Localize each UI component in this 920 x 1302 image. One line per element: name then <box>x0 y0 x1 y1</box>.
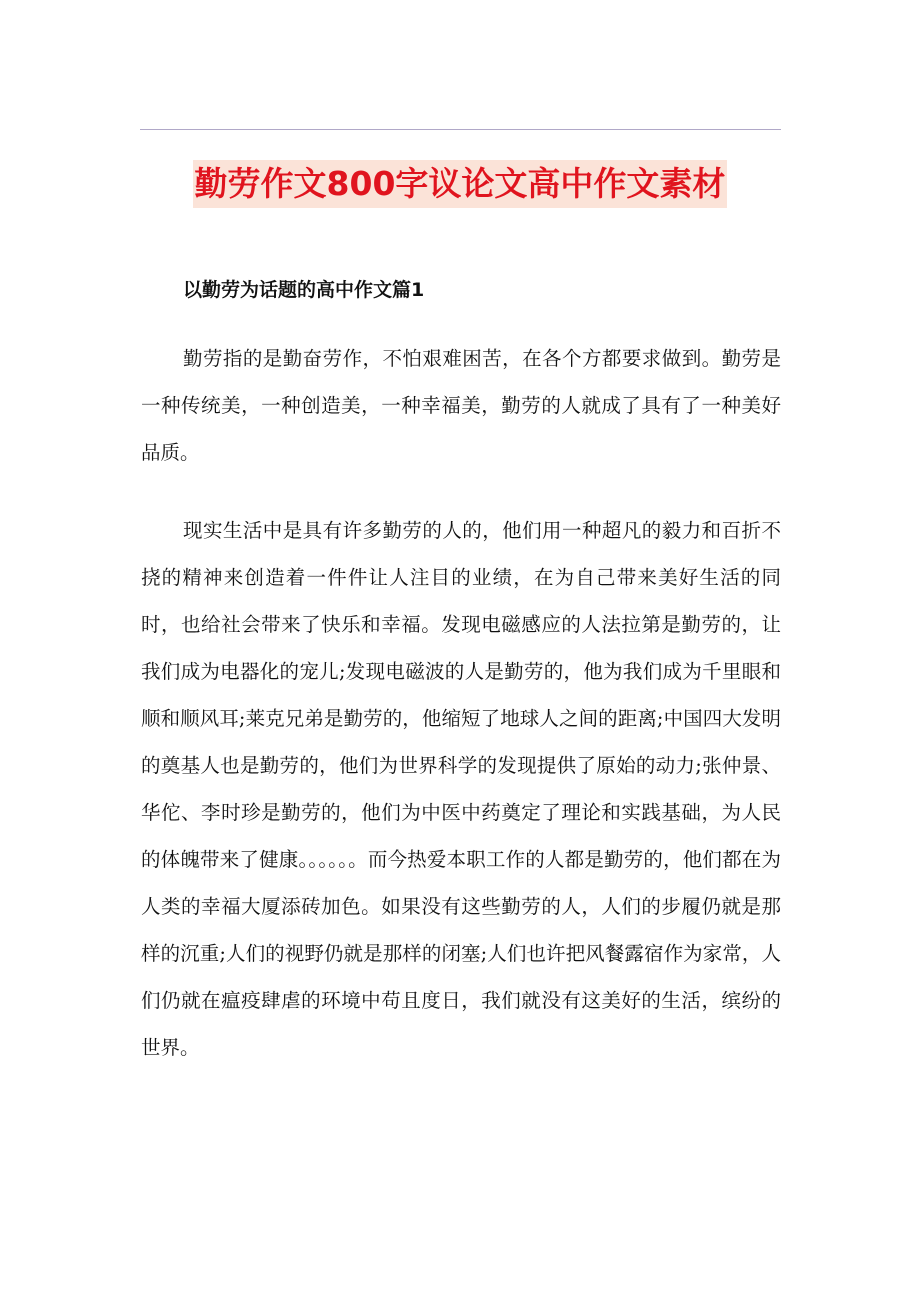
title-container <box>0 160 920 208</box>
paragraph-2: 现实生活中是具有许多勤劳的人的，他们用一种超凡的毅力和百折不挠的精神来创造着一件件让人注目的业绩，在为自己带来美好生活的同时，也给社会带来了快乐和幸福。发现电磁感应的人法拉第是勤劳的，让我们成为电器化的宠儿;发现电磁波的人是勤劳的，他为我们成为千里眼和顺和顺风耳;莱克兄弟是勤劳的，他缩短了地球人之间的距离;中国四大发明的奠基人也是勤劳的，他们为世界科学的发现提供了原始的动力;张仲景、华佗、李时珍是勤劳的，他们为中医中药奠定了理论和实践基础，为人民的体魄带来了健康。。。。。。而今热爱本职工作的人都是勤劳的，他们都在为人类的幸福大厦添砖加色。如果没有这些勤劳的人，人们的步履仍就是那样的沉重;人们的视野仍就是那样的闭塞;人们也许把风餐露宿作为家常，人们仍就在瘟疫肆虐的环境中苟且度日，我们就没有这美好的生活，缤纷的世界。 <box>141 519 781 1059</box>
section-heading: 以勤劳为话题的高中作文篇1 <box>183 279 425 301</box>
header-rule <box>140 129 781 130</box>
document-title: 勤劳作文800字议论文高中作文素材 <box>193 160 728 208</box>
paragraph-1: 勤劳指的是勤奋劳作，不怕艰难困苦，在各个方都要求做到。勤劳是一种传统美，一种创造美，一种幸福美，勤劳的人就成了具有了一种美好品质。 <box>141 347 781 464</box>
document-body <box>141 272 781 1071</box>
